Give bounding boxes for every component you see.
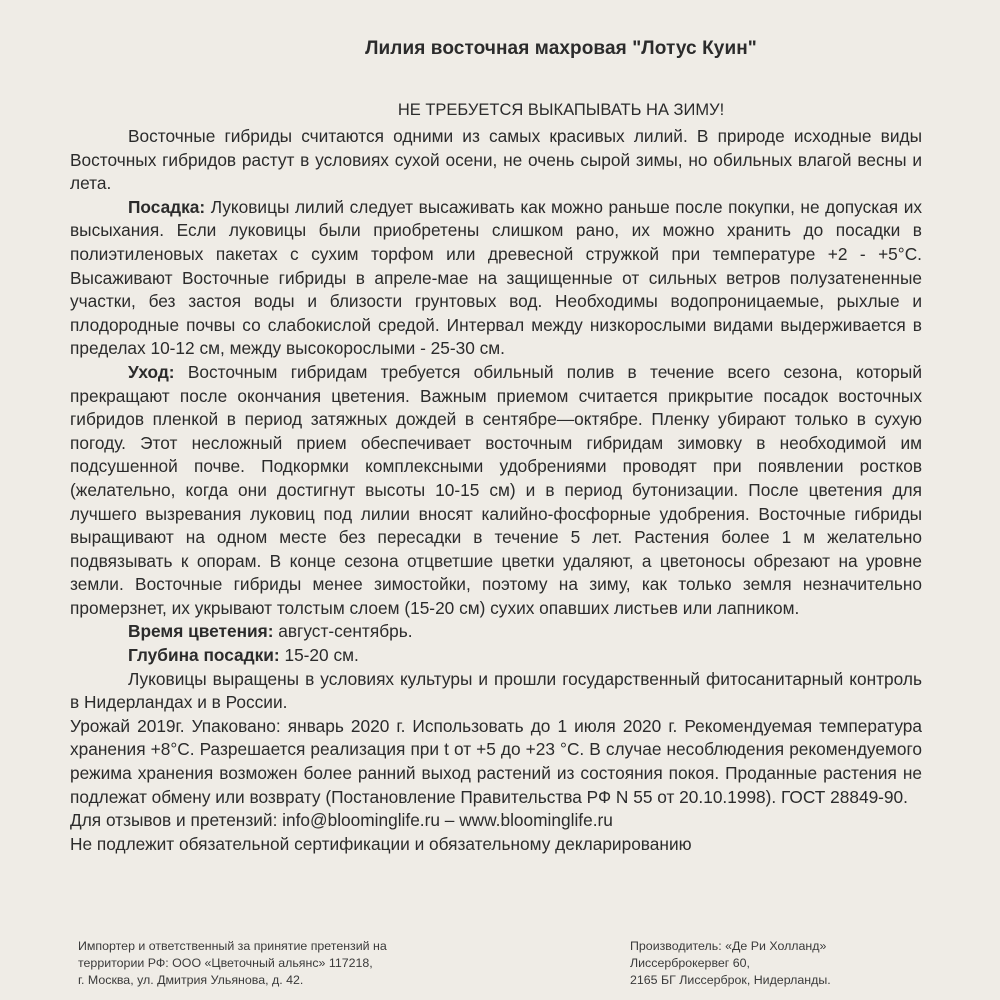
depth-label: Глубина посадки:	[128, 645, 280, 666]
importer-line: Импортер и ответственный за принятие претензий на	[78, 939, 387, 953]
contacts-line: Для отзывов и претензий: info@bloominglife.ru – www.bloominglife.ru	[70, 810, 613, 831]
planting-paragraph	[70, 196, 922, 361]
intro-paragraph: Восточные гибриды считаются одними из самых красивых лилий. В природе исходные виды Восточных гибридов растут в условиях сухой осени, не очень сырой зимы, но обильных влагой весны и лета.	[70, 126, 922, 194]
care-paragraph	[70, 361, 922, 621]
document-body	[70, 125, 922, 856]
document-subtitle: НЕ ТРЕБУЕТСЯ ВЫКАПЫВАТЬ НА ЗИМУ!	[397, 101, 725, 119]
bloom-text: август-сентябрь.	[273, 621, 413, 642]
importer-line: территории РФ: ООО «Цветочный альянс» 117218,	[78, 956, 373, 970]
depth-text: 15-20 см.	[279, 645, 359, 666]
certification-line: Не подлежит обязательной сертификации и обязательному декларированию	[70, 833, 692, 854]
care-text: Восточным гибридам требуется обильный полив в течение всего сезона, который прекращают после окончания цветения. Важным приемом считается прикрытие посадок восточных гибридов пленкой в период затяжных дождей в сентябре—октябре. Пленку убирают только в сухую погоду. Этот несложный прием обеспечивает восточным гибридам зимовку в необходимой им подсушенной почве. Подкормки комплексными удобрениями проводят при появлении ростков (желательно, когда они достигнут высоты 10-15 см) и в период бутонизации. После цветения для лучшего вызревания луковиц под лилии вносят калийно-фосфорные удобрения. Восточные гибриды выращивают на одном месте без пересадки в течение 5 лет. Растения более 1 м желательно подвязывать к опорам. В конце сезона отцветшие цветки удаляют, а цветоносы обрезают на уровне земли. Восточные гибриды менее зимостойки, поэтому на зиму, как только земля незначительно промерзнет, их укрывают толстым слоем (15-20 см) сухих опавших листьев или лапником.	[70, 361, 922, 618]
bloom-paragraph	[70, 620, 922, 644]
phyto-paragraph: Луковицы выращены в условиях культуры и прошли государственный фитосанитарный контроль в Нидерландах и в России.	[70, 668, 922, 713]
planting-text: Луковицы лилий следует высаживать как можно раньше после покупки, не допуская их высыхания. Если луковицы были приобретены слишком рано, их можно хранить до посадки в полиэтиленовых пакетах с сухим торфом или древесной стружкой при температуре +2 - +5°С. Высаживают Восточные гибриды в апреле-мае на защищенные от сильных ветров полузатененные участки, без застоя воды и близости грунтовых вод. Необходимы водопроницаемые, рыхлые и плодородные почвы со слабокислой средой. Интервал между низкорослыми видами выдерживается в пределах 10-12 см, между высокорослыми - 25-30 см.	[70, 196, 922, 359]
care-label: Уход:	[128, 361, 175, 382]
producer-line: 2165 БГ Лиссерброк, Нидерланды.	[630, 973, 831, 987]
planting-label: Посадка:	[128, 196, 206, 217]
label-page	[70, 30, 922, 856]
importer-line: г. Москва, ул. Дмитрия Ульянова, д. 42.	[78, 973, 304, 987]
producer-line: Производитель: «Де Ри Холланд»	[630, 939, 827, 953]
producer-block	[630, 938, 930, 989]
importer-block	[78, 938, 438, 989]
producer-line: Лиссерброкервег 60,	[630, 956, 750, 970]
bloom-label: Время цветения:	[128, 621, 274, 642]
harvest-paragraph: Урожай 2019г. Упаковано: январь 2020 г. Использовать до 1 июля 2020 г. Рекомендуемая температура хранения +8°С. Разрешается реализация при t от +5 до +23 °С. В случае несоблюдения рекомендуемого режима хранения возможен более ранний выход растений из состояния покоя. Проданные растения не подлежат обмену или возврату (Постановление Правительства РФ N 55 от 20.10.1998). ГОСТ 28849-90.	[70, 715, 922, 807]
depth-paragraph	[70, 644, 922, 668]
document-title: Лилия восточная махровая "Лотус Куин"	[365, 38, 757, 59]
